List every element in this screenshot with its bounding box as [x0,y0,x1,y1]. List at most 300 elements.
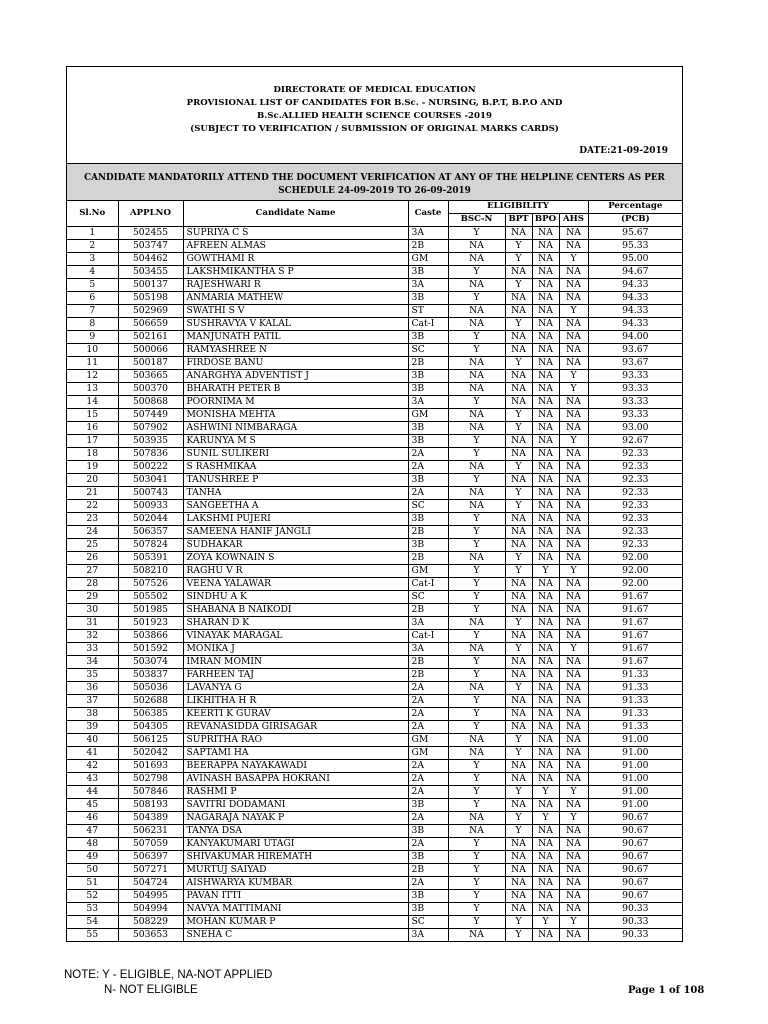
cell-bpt: NA [505,526,532,539]
cell-slno: 28 [67,578,118,591]
cell-bscn: NA [448,357,505,370]
cell-slno: 29 [67,591,118,604]
cell-bscn: Y [448,292,505,305]
cell-applno: 505391 [118,552,183,565]
cell-bpt: Y [505,617,532,630]
cell-candidate-name: RAJESHWARI R [183,279,408,292]
cell-applno: 502455 [118,227,183,240]
cell-bpo: NA [532,474,559,487]
cell-bscn: Y [448,630,505,643]
cell-caste: 3B [408,799,448,812]
cell-applno: 500187 [118,357,183,370]
cell-slno: 22 [67,500,118,513]
cell-bpo: NA [532,292,559,305]
cell-percentage: 93.33 [588,383,682,396]
cell-bpt: Y [505,682,532,695]
table-row [67,435,682,448]
table-row [67,864,682,877]
cell-slno: 45 [67,799,118,812]
cell-slno: 25 [67,539,118,552]
cell-ahs: Y [559,812,588,825]
cell-ahs: NA [559,318,588,331]
cell-ahs: NA [559,526,588,539]
cell-caste: 3B [408,539,448,552]
cell-applno: 504994 [118,903,183,916]
cell-bpt: NA [505,448,532,461]
table-row [67,383,682,396]
cell-bpt: Y [505,357,532,370]
col-header-eligibility: ELIGIBILITY [448,201,588,214]
table-row [67,487,682,500]
cell-bscn: Y [448,656,505,669]
cell-bpo: NA [532,734,559,747]
cell-bpo: NA [532,721,559,734]
cell-percentage: 93.33 [588,396,682,409]
header-condition: (SUBJECT TO VERIFICATION / SUBMISSION OF ORIGINAL MARKS CARDS) [190,124,559,134]
cell-applno: 502798 [118,773,183,786]
cell-caste: 2B [408,240,448,253]
cell-bpo: NA [532,682,559,695]
cell-bpo: NA [532,227,559,240]
cell-ahs: Y [559,916,588,929]
cell-caste: 2A [408,786,448,799]
cell-percentage: 90.67 [588,851,682,864]
cell-bpo: Y [532,812,559,825]
cell-bpo: NA [532,422,559,435]
cell-bpt: NA [505,604,532,617]
cell-bscn: NA [448,825,505,838]
cell-bpt: Y [505,552,532,565]
cell-bpo: NA [532,461,559,474]
cell-caste: 3A [408,929,448,942]
cell-percentage: 94.33 [588,305,682,318]
cell-applno: 505198 [118,292,183,305]
cell-bpo: NA [532,799,559,812]
table-row [67,578,682,591]
cell-candidate-name: SHABANA B NAIKODI [183,604,408,617]
col-header-name: Candidate Name [183,201,408,227]
cell-slno: 12 [67,370,118,383]
cell-percentage: 93.33 [588,370,682,383]
cell-ahs: NA [559,474,588,487]
table-row [67,591,682,604]
cell-candidate-name: AFREEN ALMAS [183,240,408,253]
col-header-pcb: (PCB) [588,214,682,227]
cell-bpo: NA [532,747,559,760]
cell-percentage: 92.00 [588,565,682,578]
cell-bpo: NA [532,929,559,942]
col-header-ahs: AHS [559,214,588,227]
cell-ahs: NA [559,760,588,773]
cell-applno: 503074 [118,656,183,669]
cell-percentage: 90.33 [588,903,682,916]
cell-bpt: NA [505,396,532,409]
cell-caste: 3B [408,370,448,383]
cell-candidate-name: LAVANYA G [183,682,408,695]
cell-bpo: NA [532,825,559,838]
cell-caste: 2A [408,487,448,500]
cell-percentage: 94.33 [588,292,682,305]
cell-candidate-name: SUDHAKAR [183,539,408,552]
cell-bpo: NA [532,695,559,708]
cell-candidate-name: REVANASIDDA GIRISAGAR [183,721,408,734]
cell-percentage: 92.33 [588,513,682,526]
cell-percentage: 93.33 [588,409,682,422]
cell-bpt: NA [505,760,532,773]
cell-ahs: NA [559,604,588,617]
table-row [67,786,682,799]
col-header-bpt: BPT [505,214,532,227]
table-row [67,734,682,747]
cell-slno: 1 [67,227,118,240]
cell-bpt: Y [505,747,532,760]
header-title: DIRECTORATE OF MEDICAL EDUCATION [273,85,476,95]
cell-bscn: Y [448,396,505,409]
cell-slno: 27 [67,565,118,578]
cell-bpt: Y [505,929,532,942]
cell-slno: 20 [67,474,118,487]
cell-percentage: 91.67 [588,604,682,617]
cell-applno: 507836 [118,448,183,461]
cell-percentage: 94.67 [588,266,682,279]
cell-bpt: NA [505,799,532,812]
cell-percentage: 90.33 [588,929,682,942]
cell-candidate-name: ANMARIA MATHEW [183,292,408,305]
col-header-bscn: BSC-N [448,214,505,227]
cell-bpo: NA [532,448,559,461]
cell-applno: 504389 [118,812,183,825]
cell-caste: 2B [408,357,448,370]
cell-bscn: Y [448,773,505,786]
cell-slno: 5 [67,279,118,292]
cell-caste: 2A [408,708,448,721]
cell-slno: 32 [67,630,118,643]
cell-slno: 44 [67,786,118,799]
cell-ahs: NA [559,773,588,786]
cell-bpo: NA [532,760,559,773]
cell-percentage: 91.67 [588,591,682,604]
cell-slno: 6 [67,292,118,305]
cell-percentage: 91.00 [588,799,682,812]
cell-bpt: Y [505,500,532,513]
cell-bpo: NA [532,409,559,422]
cell-bscn: NA [448,617,505,630]
cell-caste: 2A [408,773,448,786]
cell-candidate-name: TANUSHREE P [183,474,408,487]
cell-candidate-name: MOHAN KUMAR P [183,916,408,929]
cell-bpo: Y [532,565,559,578]
cell-bpo: NA [532,526,559,539]
cell-ahs: NA [559,591,588,604]
cell-caste: 2A [408,448,448,461]
cell-ahs: NA [559,487,588,500]
cell-ahs: NA [559,682,588,695]
cell-slno: 2 [67,240,118,253]
cell-percentage: 92.33 [588,461,682,474]
cell-candidate-name: MONISHA MEHTA [183,409,408,422]
cell-applno: 502042 [118,747,183,760]
table-row [67,565,682,578]
cell-caste: 3B [408,422,448,435]
cell-percentage: 92.00 [588,578,682,591]
cell-slno: 17 [67,435,118,448]
table-row [67,253,682,266]
cell-slno: 46 [67,812,118,825]
cell-bpt: NA [505,383,532,396]
cell-applno: 506659 [118,318,183,331]
cell-bscn: NA [448,253,505,266]
cell-ahs: NA [559,240,588,253]
cell-bpt: NA [505,591,532,604]
cell-candidate-name: RASHMI P [183,786,408,799]
cell-slno: 42 [67,760,118,773]
cell-applno: 507526 [118,578,183,591]
cell-bpt: NA [505,773,532,786]
cell-candidate-name: SUPRIYA C S [183,227,408,240]
cell-slno: 26 [67,552,118,565]
cell-bscn: Y [448,851,505,864]
cell-bpt: Y [505,240,532,253]
cell-candidate-name: KARUNYA M S [183,435,408,448]
cell-candidate-name: LIKHITHA H R [183,695,408,708]
cell-caste: 3B [408,825,448,838]
cell-bpt: Y [505,253,532,266]
cell-applno: 506125 [118,734,183,747]
cell-ahs: NA [559,617,588,630]
cell-bscn: NA [448,734,505,747]
cell-bpo: Y [532,786,559,799]
cell-applno: 508210 [118,565,183,578]
cell-ahs: Y [559,786,588,799]
cell-applno: 505036 [118,682,183,695]
cell-bscn: NA [448,812,505,825]
cell-slno: 51 [67,877,118,890]
cell-percentage: 91.33 [588,695,682,708]
cell-bpo: NA [532,396,559,409]
cell-bscn: Y [448,669,505,682]
cell-caste: 2A [408,461,448,474]
cell-applno: 501923 [118,617,183,630]
table-row [67,240,682,253]
cell-percentage: 92.67 [588,435,682,448]
cell-applno: 503747 [118,240,183,253]
cell-percentage: 92.33 [588,526,682,539]
cell-slno: 16 [67,422,118,435]
cell-applno: 501693 [118,760,183,773]
cell-ahs: NA [559,890,588,903]
cell-ahs: NA [559,877,588,890]
cell-slno: 31 [67,617,118,630]
cell-percentage: 95.67 [588,227,682,240]
cell-slno: 13 [67,383,118,396]
cell-bpo: NA [532,643,559,656]
cell-ahs: NA [559,292,588,305]
cell-bpt: Y [505,786,532,799]
cell-bscn: NA [448,240,505,253]
table-row [67,682,682,695]
cell-candidate-name: TANHA [183,487,408,500]
table-row [67,461,682,474]
cell-candidate-name: IMRAN MOMIN [183,656,408,669]
cell-percentage: 90.67 [588,838,682,851]
cell-candidate-name: SHIVAKUMAR HIREMATH [183,851,408,864]
cell-bscn: Y [448,331,505,344]
cell-caste: GM [408,253,448,266]
table-row [67,695,682,708]
table-row [67,305,682,318]
cell-ahs: NA [559,929,588,942]
cell-ahs: NA [559,630,588,643]
cell-applno: 506385 [118,708,183,721]
cell-slno: 8 [67,318,118,331]
cell-applno: 503866 [118,630,183,643]
cell-bpt: NA [505,305,532,318]
cell-ahs: NA [559,266,588,279]
cell-caste: 3B [408,292,448,305]
cell-bpt: NA [505,630,532,643]
cell-bpt: NA [505,838,532,851]
cell-bpo: NA [532,539,559,552]
cell-applno: 503455 [118,266,183,279]
cell-bpt: NA [505,708,532,721]
table-row [67,409,682,422]
cell-bscn: Y [448,565,505,578]
cell-bpt: Y [505,643,532,656]
header-subtitle: PROVISIONAL LIST OF CANDIDATES FOR B.Sc. - NURSING, B.P.T, B.P.O AND [186,98,563,108]
cell-bscn: Y [448,604,505,617]
cell-applno: 505502 [118,591,183,604]
cell-percentage: 90.67 [588,812,682,825]
cell-applno: 504724 [118,877,183,890]
cell-slno: 36 [67,682,118,695]
cell-ahs: NA [559,903,588,916]
cell-percentage: 91.67 [588,630,682,643]
cell-bscn: Y [448,591,505,604]
cell-caste: 2A [408,812,448,825]
cell-bpo: NA [532,370,559,383]
cell-candidate-name: SHARAN D K [183,617,408,630]
cell-bscn: Y [448,526,505,539]
table-row [67,799,682,812]
cell-candidate-name: S RASHMIKAA [183,461,408,474]
cell-slno: 18 [67,448,118,461]
cell-percentage: 91.00 [588,786,682,799]
cell-candidate-name: GOWTHAMI R [183,253,408,266]
cell-bscn: Y [448,708,505,721]
cell-candidate-name: NAGARAJA NAYAK P [183,812,408,825]
cell-percentage: 93.67 [588,357,682,370]
cell-applno: 508229 [118,916,183,929]
cell-bscn: Y [448,474,505,487]
cell-candidate-name: ANARGHYA ADVENTIST J [183,370,408,383]
cell-bpt: NA [505,578,532,591]
cell-bpt: NA [505,227,532,240]
cell-percentage: 91.67 [588,617,682,630]
cell-bscn: Y [448,838,505,851]
cell-candidate-name: MANJUNATH PATIL [183,331,408,344]
page-number: Page 1 of 108 [628,985,705,996]
cell-caste: 3B [408,435,448,448]
cell-bpo: NA [532,604,559,617]
cell-bpo: NA [532,656,559,669]
note-line-1: NOTE: Y - ELIGIBLE, NA-NOT APPLIED [64,969,273,981]
cell-bpo: NA [532,253,559,266]
col-header-bpo: BPO [532,214,559,227]
cell-candidate-name: SUSHRAVYA V KALAL [183,318,408,331]
cell-bscn: Y [448,578,505,591]
cell-bscn: NA [448,500,505,513]
table-row [67,890,682,903]
cell-slno: 38 [67,708,118,721]
cell-applno: 504305 [118,721,183,734]
cell-bscn: NA [448,682,505,695]
cell-bpo: NA [532,513,559,526]
cell-caste: 3B [408,331,448,344]
cell-caste: 2B [408,669,448,682]
cell-bpt: NA [505,695,532,708]
cell-candidate-name: MURTUJ SAIYAD [183,864,408,877]
cell-candidate-name: SWATHI S V [183,305,408,318]
cell-bpo: Y [532,916,559,929]
cell-candidate-name: RAMYASHREE N [183,344,408,357]
cell-bscn: Y [448,916,505,929]
cell-bpt: Y [505,916,532,929]
cell-bscn: NA [448,552,505,565]
cell-percentage: 90.67 [588,877,682,890]
cell-caste: SC [408,500,448,513]
cell-caste: Cat-I [408,630,448,643]
cell-applno: 502161 [118,331,183,344]
cell-bscn: NA [448,383,505,396]
cell-percentage: 91.33 [588,669,682,682]
cell-bscn: NA [448,318,505,331]
table-row [67,227,682,240]
cell-bpo: NA [532,838,559,851]
cell-slno: 24 [67,526,118,539]
cell-ahs: Y [559,370,588,383]
table-row [67,500,682,513]
cell-caste: ST [408,305,448,318]
cell-ahs: NA [559,357,588,370]
cell-percentage: 94.33 [588,279,682,292]
cell-applno: 503837 [118,669,183,682]
cell-bscn: Y [448,448,505,461]
cell-slno: 39 [67,721,118,734]
cell-percentage: 93.00 [588,422,682,435]
cell-percentage: 91.00 [588,773,682,786]
cell-ahs: Y [559,253,588,266]
cell-percentage: 92.33 [588,539,682,552]
cell-slno: 15 [67,409,118,422]
cell-slno: 23 [67,513,118,526]
table-row [67,760,682,773]
cell-slno: 37 [67,695,118,708]
cell-caste: GM [408,747,448,760]
candidate-table [67,200,682,941]
table-row [67,708,682,721]
cell-percentage: 91.67 [588,643,682,656]
cell-ahs: NA [559,409,588,422]
cell-candidate-name: LAKSHMI PUJERI [183,513,408,526]
cell-caste: 3B [408,851,448,864]
cell-applno: 500868 [118,396,183,409]
cell-percentage: 92.33 [588,500,682,513]
cell-ahs: NA [559,578,588,591]
verification-notice: CANDIDATE MANDATORILY ATTEND THE DOCUMENT VERIFICATION AT ANY OF THE HELPLINE CENTERS AS PER SCHEDULE 24-09-2019 TO 26-09-2019 [67,163,682,200]
table-row [67,526,682,539]
cell-applno: 503935 [118,435,183,448]
cell-ahs: NA [559,825,588,838]
